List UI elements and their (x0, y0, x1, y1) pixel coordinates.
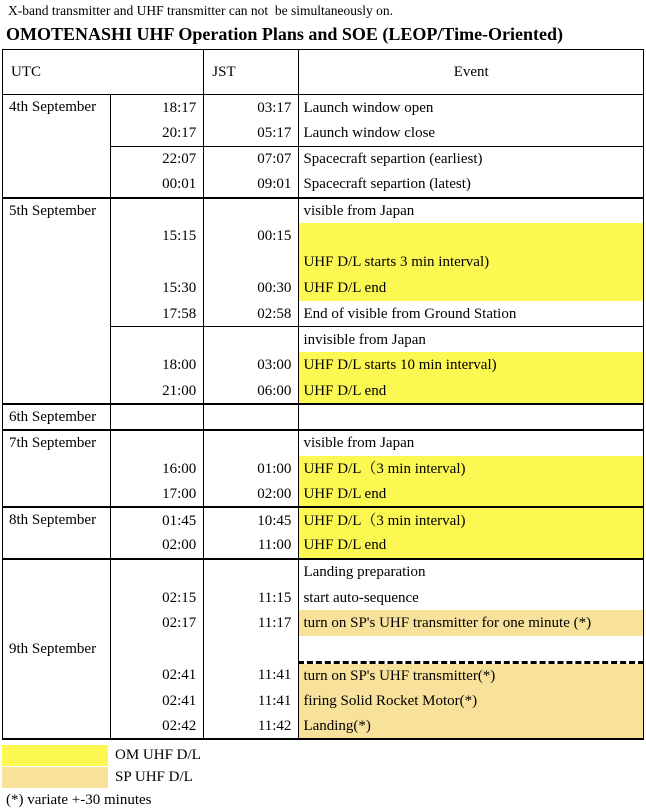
date-cell-9th-september: 9th September (3, 559, 111, 740)
legend-label-sp: SP UHF D/L (115, 768, 193, 785)
event-cell: UHF D/L（3 min interval) (299, 456, 644, 482)
jst-cell (204, 559, 299, 585)
event-cell: UHF D/L starts 3 min interval) (299, 223, 644, 275)
jst-cell (204, 404, 299, 430)
column-header-jst: JST (204, 50, 299, 95)
utc-cell (111, 404, 204, 430)
event-cell: UHF D/L end (299, 378, 644, 404)
utc-cell (111, 249, 204, 275)
jst-cell: 03:17 (204, 95, 299, 121)
utc-cell: 02:15 (111, 585, 204, 611)
table-row (3, 95, 644, 121)
jst-cell: 01:00 (204, 456, 299, 482)
jst-cell (204, 249, 299, 275)
utc-cell: 01:45 (111, 507, 204, 533)
utc-cell: 02:42 (111, 714, 204, 740)
header-row (3, 50, 644, 95)
legend-row-om (2, 744, 646, 766)
utc-cell: 18:17 (111, 95, 204, 121)
jst-cell: 00:30 (204, 275, 299, 301)
table-row (3, 404, 644, 430)
jst-cell (204, 327, 299, 353)
jst-cell: 11:41 (204, 688, 299, 714)
event-cell: firing Solid Rocket Motor(*) (299, 688, 644, 714)
utc-cell (111, 198, 204, 224)
utc-cell: 15:15 (111, 223, 204, 249)
event-cell: UHF D/L end (299, 481, 644, 507)
event-cell: Spacecraft separtion (latest) (299, 172, 644, 198)
event-cell: visible from Japan (299, 198, 644, 224)
jst-cell: 06:00 (204, 378, 299, 404)
date-cell-8th-september: 8th September (3, 507, 111, 559)
legend-label-om: OM UHF D/L (115, 746, 201, 763)
jst-cell: 11:00 (204, 533, 299, 559)
date-cell-6th-september: 6th September (3, 404, 111, 430)
event-cell: Spacecraft separtion (earliest) (299, 146, 644, 172)
schedule-table (2, 49, 644, 740)
utc-cell: 17:00 (111, 481, 204, 507)
utc-cell (111, 430, 204, 456)
legend-row-sp (2, 766, 646, 788)
transmitter-note: X-band transmitter and UHF transmitter can not be simultaneously on. (8, 3, 394, 18)
event-cell: invisible from Japan (299, 327, 644, 353)
utc-cell: 20:17 (111, 120, 204, 146)
table-row (3, 198, 644, 224)
event-cell: Launch window close (299, 120, 644, 146)
om-color-swatch (2, 745, 108, 766)
jst-cell: 05:17 (204, 120, 299, 146)
jst-cell: 11:17 (204, 610, 299, 636)
event-cell (299, 404, 644, 430)
footnote: (*) variate +-30 minutes (6, 792, 152, 809)
date-cell-5th-september: 5th September (3, 198, 111, 404)
utc-cell: 15:30 (111, 275, 204, 301)
utc-cell (111, 559, 204, 585)
event-cell: turn on SP's UHF transmitter for one minute (*) (299, 610, 644, 636)
event-cell: UHF D/L end (299, 533, 644, 559)
page-title: OMOTENASHI UHF Operation Plans and SOE (LEOP/Time-Oriented) (6, 24, 564, 44)
table-row (3, 507, 644, 533)
column-header-event: Event (299, 50, 644, 95)
jst-cell: 11:42 (204, 714, 299, 740)
event-cell: End of visible from Ground Station (299, 301, 644, 327)
utc-cell: 00:01 (111, 172, 204, 198)
event-cell: UHF D/L end (299, 275, 644, 301)
table-row (3, 559, 644, 585)
jst-cell (204, 198, 299, 224)
jst-cell (204, 430, 299, 456)
date-cell-4th-september: 4th September (9, 99, 97, 115)
legend (2, 744, 646, 788)
utc-cell: 02:00 (111, 533, 204, 559)
jst-cell: 02:00 (204, 481, 299, 507)
jst-cell: 07:07 (204, 146, 299, 172)
event-cell: Landing preparation (299, 559, 644, 585)
table-row (3, 430, 644, 456)
jst-cell: 09:01 (204, 172, 299, 198)
event-cell: UHF D/L（3 min interval) (299, 507, 644, 533)
jst-cell: 02:58 (204, 301, 299, 327)
event-cell: start auto-sequence (299, 585, 644, 611)
jst-cell (204, 636, 299, 662)
event-cell: turn on SP's UHF transmitter(*) (299, 662, 644, 688)
jst-cell: 03:00 (204, 352, 299, 378)
jst-cell: 11:15 (204, 585, 299, 611)
event-cell: visible from Japan (299, 430, 644, 456)
jst-cell: 10:45 (204, 507, 299, 533)
utc-cell: 02:17 (111, 610, 204, 636)
utc-cell: 17:58 (111, 301, 204, 327)
utc-cell: 02:41 (111, 662, 204, 688)
event-cell: Launch window open (299, 95, 644, 121)
utc-cell: 21:00 (111, 378, 204, 404)
date-cell-7th-september: 7th September (3, 430, 111, 507)
event-cell: UHF D/L starts 10 min interval) (299, 352, 644, 378)
event-cell: Landing(*) (299, 714, 644, 740)
utc-cell (111, 327, 204, 353)
jst-cell: 00:15 (204, 223, 299, 249)
sp-color-swatch (2, 767, 108, 788)
utc-cell: 02:41 (111, 688, 204, 714)
column-header-utc: UTC (3, 50, 204, 95)
event-cell (299, 636, 644, 662)
utc-cell: 22:07 (111, 146, 204, 172)
utc-cell: 16:00 (111, 456, 204, 482)
utc-cell (111, 636, 204, 662)
jst-cell: 11:41 (204, 662, 299, 688)
utc-cell: 18:00 (111, 352, 204, 378)
